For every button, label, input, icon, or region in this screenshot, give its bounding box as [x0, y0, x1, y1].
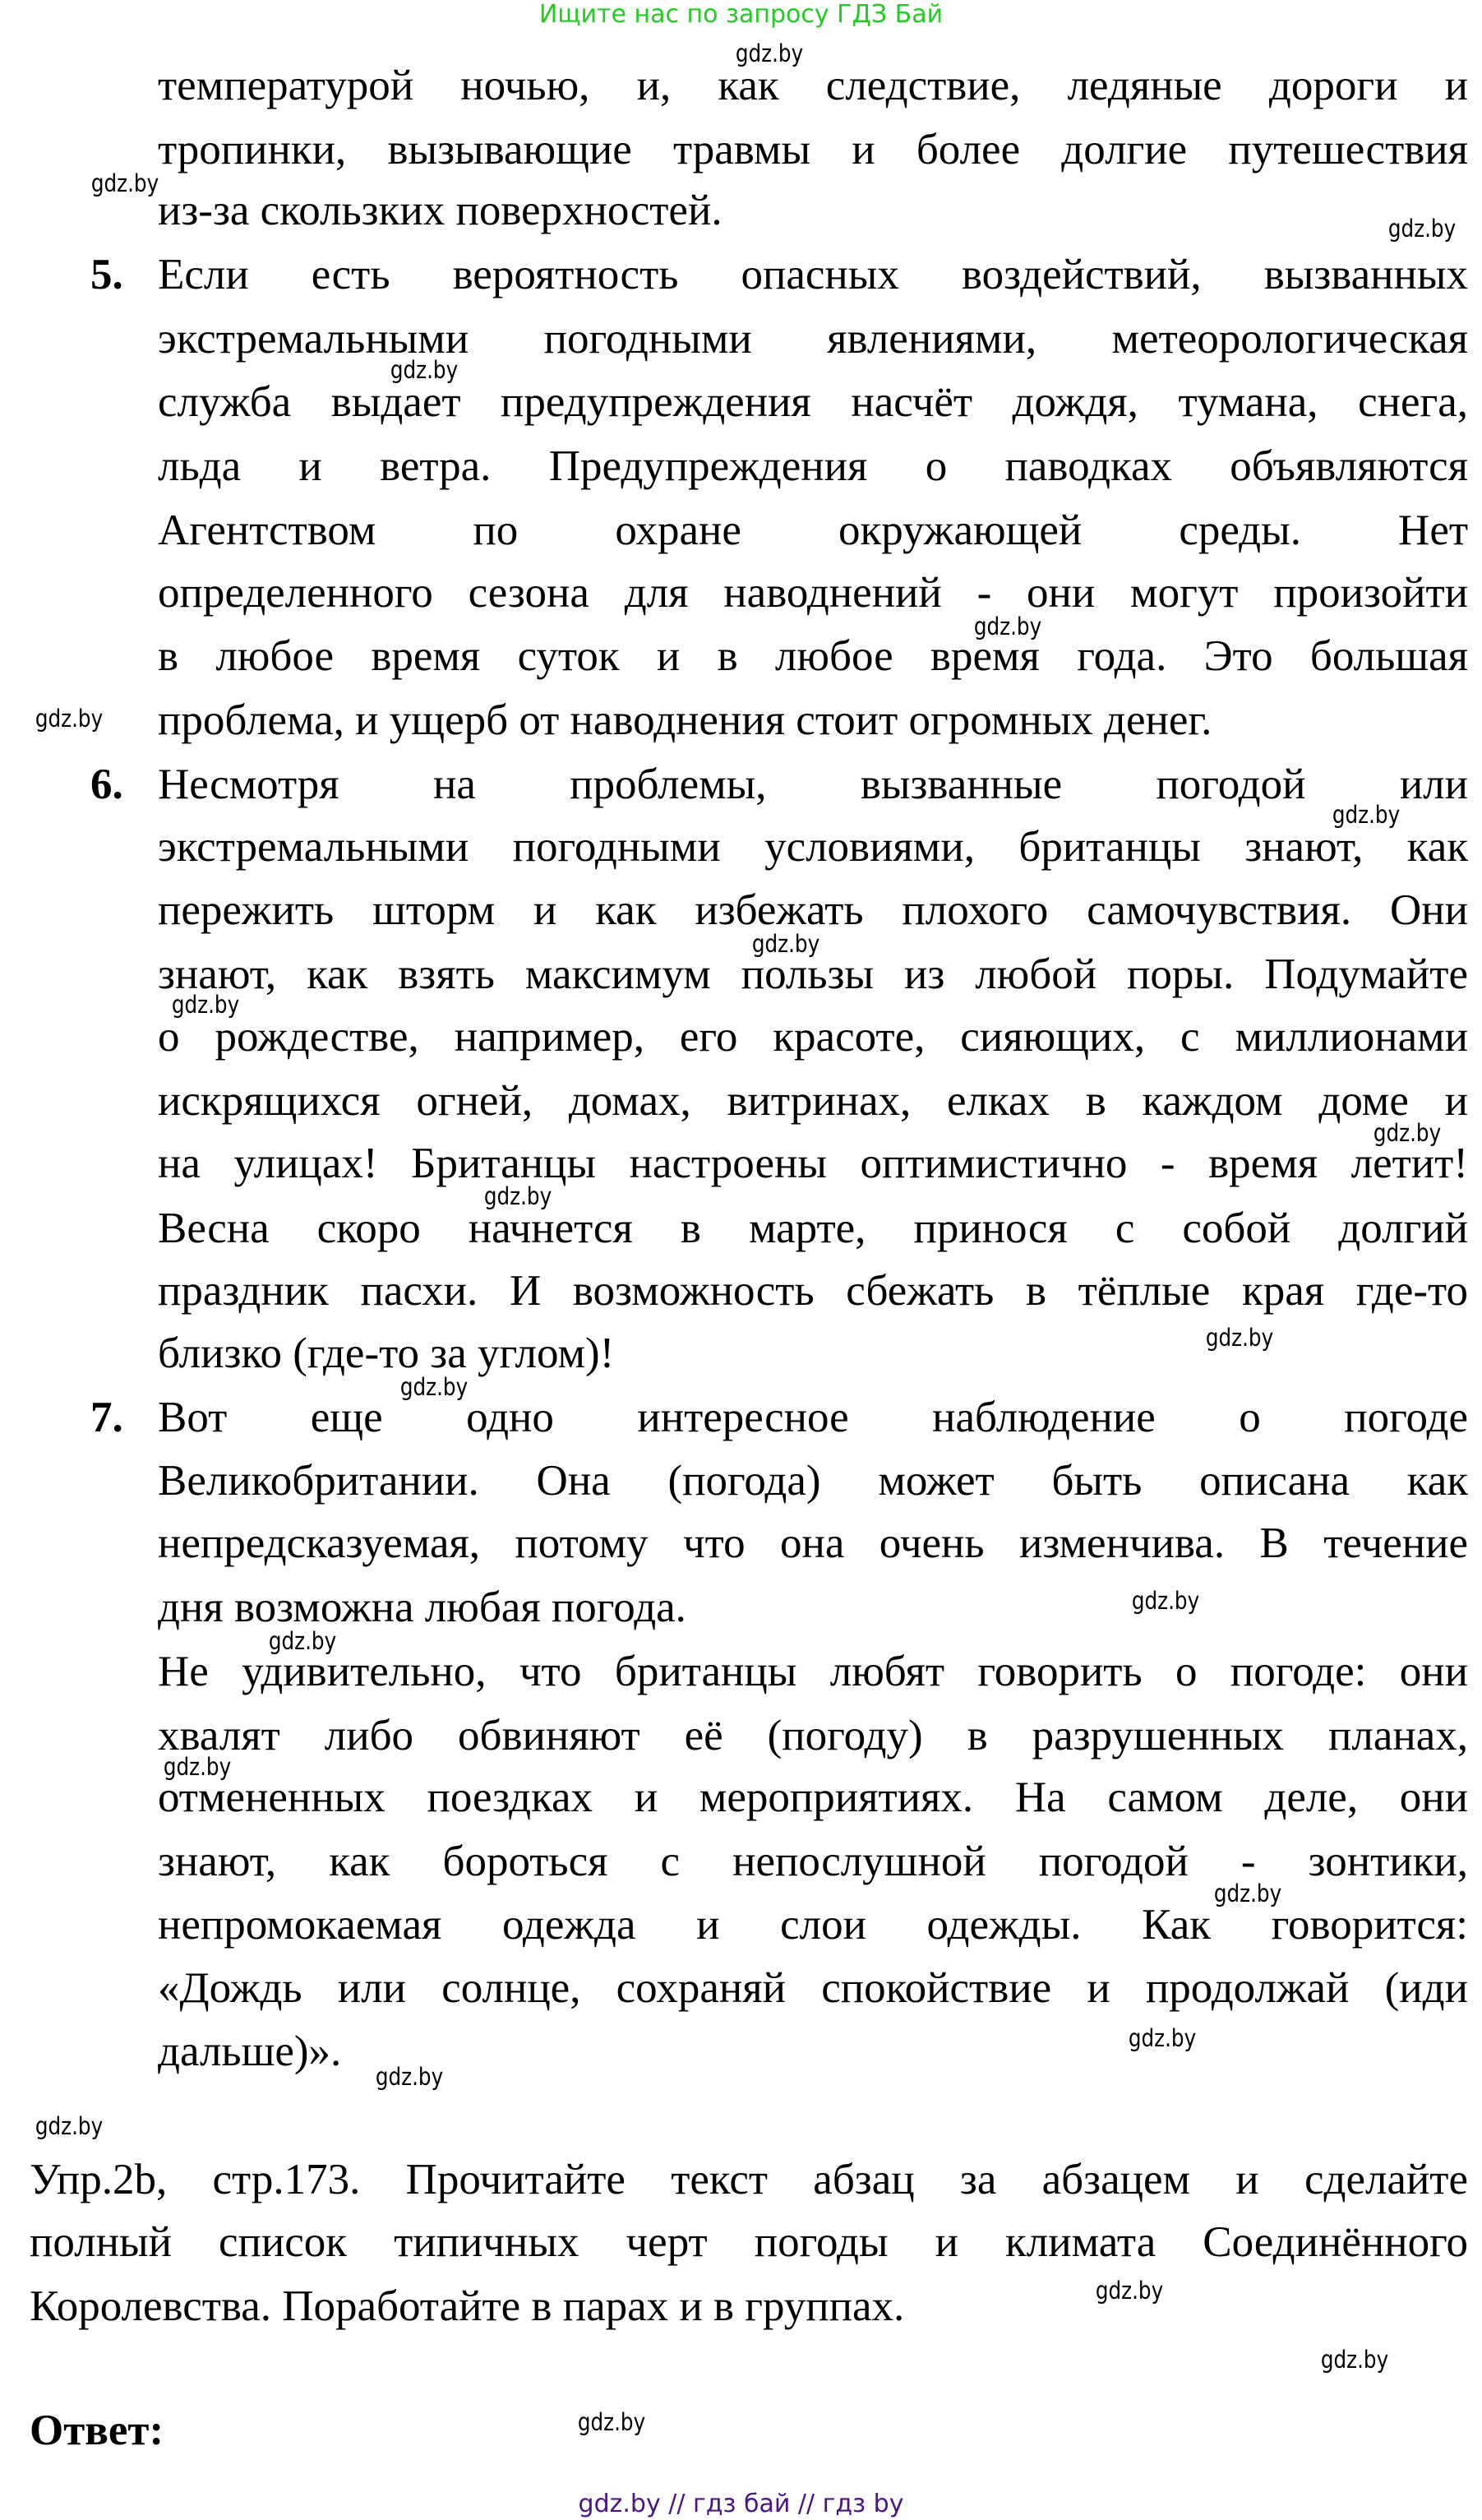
text-line: из-за скользких поверхностей.: [158, 187, 723, 234]
watermark: gdz.by: [735, 39, 804, 67]
text-line: экстремальными погодными условиями, британцы знают, как: [158, 823, 1468, 871]
text-line: Если есть вероятность опасных воздействий, вызванных: [158, 251, 1468, 298]
footer-links[interactable]: gdz.by // гдз бай // гдз by: [578, 2490, 904, 2518]
text-line: «Дождь или солнце, сохраняй спокойствие и продолжай (иди: [158, 1964, 1468, 2012]
text-line: дня возможна любая погода.: [158, 1584, 686, 1631]
text-line: проблема, и ущерб от наводнения стоит огромных денег.: [158, 696, 1212, 744]
watermark: gdz.by: [1095, 2277, 1164, 2305]
text-line: в любое время суток и в любое время года. Это большая: [158, 632, 1468, 680]
watermark: gdz.by: [973, 613, 1042, 640]
text-line: непромокаемая одежда и слои одежды. Как говорится:: [158, 1901, 1468, 1949]
watermark: gdz.by: [35, 2112, 104, 2140]
exercise-line: Упр.2b, стр.173. Прочитайте текст абзац за абзацем и сделайте: [30, 2156, 1468, 2203]
text-line: температурой ночью, и, как следствие, ледяные дороги и: [158, 62, 1468, 109]
paragraph-number: 5.: [90, 251, 123, 298]
text-line: Агентством по охране окружающей среды. Нет: [158, 506, 1468, 554]
text-line: пережить шторм и как избежать плохого самочувствия. Они: [158, 886, 1468, 934]
watermark: gdz.by: [375, 2063, 444, 2091]
watermark: gdz.by: [1320, 2346, 1389, 2374]
watermark: gdz.by: [1373, 1119, 1442, 1147]
text-line: экстремальными погодными явлениями, метеорологическая: [158, 315, 1468, 363]
paragraph-number: 7.: [90, 1394, 123, 1441]
text-line: Несмотря на проблемы, вызванные погодой или: [158, 761, 1468, 808]
exercise-line: Королевства. Поработайте в парах и в группах.: [30, 2282, 905, 2330]
watermark: gdz.by: [1387, 215, 1457, 243]
watermark: gdz.by: [1205, 1324, 1274, 1352]
text-line: льда и ветра. Предупреждения о паводках объявляются: [158, 442, 1468, 490]
text-line: отмененных поездках и мероприятиях. На самом деле, они: [158, 1773, 1468, 1821]
text-line: Вот еще одно интересное наблюдение о погоде: [158, 1394, 1468, 1441]
watermark: gdz.by: [35, 705, 104, 733]
watermark: gdz.by: [1213, 1880, 1282, 1907]
text-line: дальше)».: [158, 2028, 342, 2075]
text-line: хвалят либо обвиняют её (погоду) в разрушенных планах,: [158, 1712, 1468, 1759]
watermark: gdz.by: [163, 1753, 232, 1781]
text-line: непредсказуемая, потому что она очень изменчива. В течение: [158, 1519, 1468, 1567]
watermark: gdz.by: [1332, 801, 1401, 829]
text-line: знают, как бороться с непослушной погодой - зонтики,: [158, 1838, 1468, 1885]
text-line: Весна скоро начнется в марте, принося с собой долгий: [158, 1205, 1468, 1252]
text-line: знают, как взять максимум пользы из любой поры. Подумайте: [158, 950, 1468, 998]
paragraph-number: 6.: [90, 761, 123, 808]
watermark: gdz.by: [399, 1373, 469, 1401]
watermark: gdz.by: [268, 1627, 337, 1655]
text-line: о рождестве, например, его красоте, сияющих, с миллионами: [158, 1013, 1468, 1061]
answer-label: Ответ:: [30, 2407, 164, 2454]
watermark: gdz.by: [483, 1182, 552, 1210]
watermark: gdz.by: [1131, 1587, 1200, 1615]
text-line: на улицах! Британцы настроены оптимистично - время летит!: [158, 1140, 1468, 1187]
text-line: тропинки, вызывающие травмы и более долгие путешествия: [158, 126, 1468, 173]
watermark: gdz.by: [751, 930, 820, 958]
text-line: Великобритании. Она (погода) может быть описана как: [158, 1457, 1468, 1505]
exercise-line: полный список типичных черт погоды и климата Соединённого: [30, 2218, 1468, 2266]
text-line: искрящихся огней, домах, витринах, елках в каждом доме и: [158, 1077, 1468, 1125]
text-line: определенного сезона для наводнений - они могут произойти: [158, 569, 1468, 617]
text-line: служба выдает предупреждения насчёт дождя, тумана, снега,: [158, 378, 1468, 426]
watermark: gdz.by: [171, 991, 240, 1019]
watermark: gdz.by: [577, 2408, 646, 2436]
watermark: gdz.by: [1128, 2024, 1197, 2052]
text-line: Не удивительно, что британцы любят говорить о погоде: они: [158, 1648, 1468, 1695]
watermark: gdz.by: [90, 169, 159, 197]
text-line: праздник пасхи. И возможность сбежать в тёплые края где-то: [158, 1267, 1468, 1315]
text-line: близко (где-то за углом)!: [158, 1329, 615, 1377]
watermark: gdz.by: [390, 356, 459, 384]
search-hint-banner: Ищите нас по запросу ГДЗ Бай: [538, 0, 944, 29]
